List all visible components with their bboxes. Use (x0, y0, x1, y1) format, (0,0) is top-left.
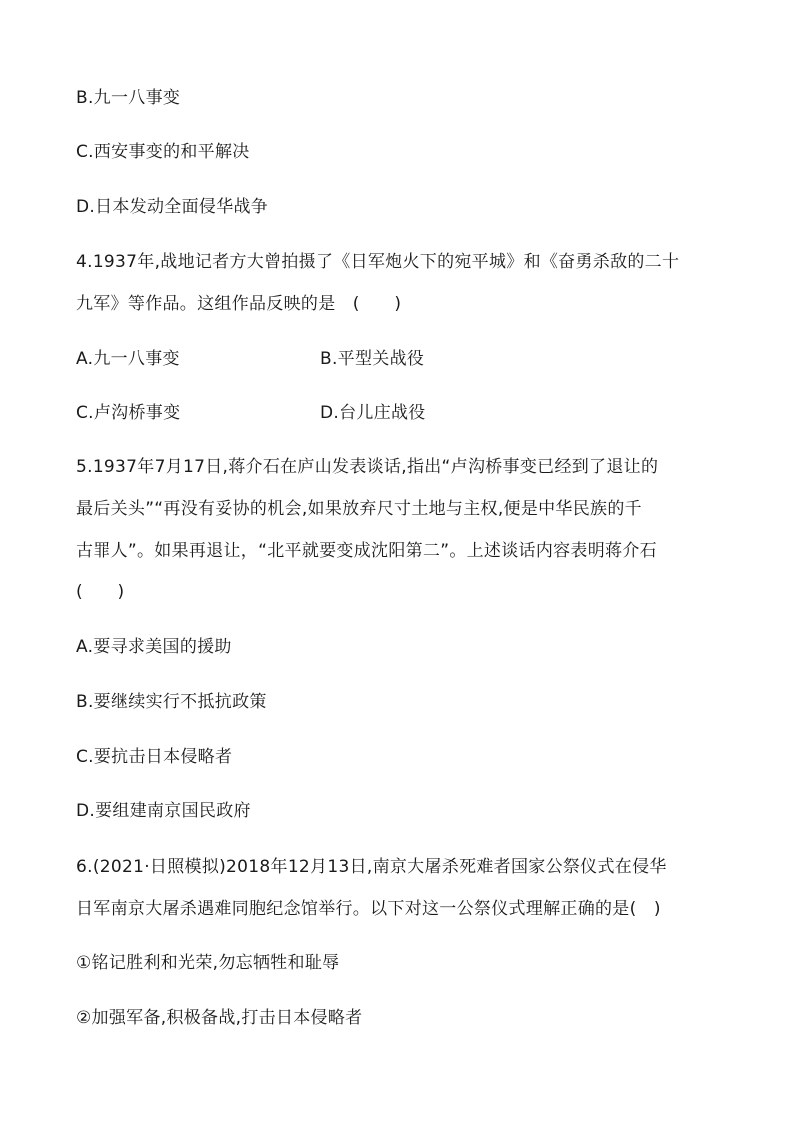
q5-option-b: B.要继续实行不抵抗政策 (76, 692, 267, 712)
q5-stem-line-1: 5.1937年7月17日,蒋介石在庐山发表谈话,指出“卢沟桥事变已经到了退让的 (76, 457, 659, 477)
q5-stem-line-3: 古罪人”。如果再退让，“北平就要变成沈阳第二”。上述谈话内容表明蒋介石 (76, 541, 657, 561)
q6-item-1: ①铭记胜利和光荣,勿忘牺牲和耻辱 (76, 953, 340, 973)
q4-option-c: C.卢沟桥事变 (76, 403, 181, 423)
q4-stem-line-2: 九军》等作品。这组作品反映的是 ( ) (76, 294, 402, 314)
q6-stem-line-1: 6.(2021·日照模拟)2018年12月13日,南京大屠杀死难者国家公祭仪式在侵华 (76, 857, 667, 877)
q4-option-a: A.九一八事变 (76, 349, 180, 369)
q5-option-d: D.要组建南京国民政府 (76, 801, 251, 821)
q6-stem-line-2: 日军南京大屠杀遇难同胞纪念馆举行。以下对这一公祭仪式理解正确的是( ) (76, 899, 661, 919)
q3-option-d: D.日本发动全面侵华战争 (76, 197, 269, 217)
q4-options-row-2 (76, 401, 726, 425)
q4-option-b: B.平型关战役 (320, 349, 425, 369)
q5-stem-line-2: 最后关头”“再没有妥协的机会,如果放弃尺寸土地与主权,便是中华民族的千 (76, 499, 642, 519)
q5-option-a: A.要寻求美国的援助 (76, 637, 232, 657)
q4-options-row-1 (76, 347, 726, 371)
q6-item-2: ②加强军备,积极备战,打击日本侵略者 (76, 1008, 363, 1028)
q4-option-d: D.台儿庄战役 (320, 403, 426, 423)
q5-option-c: C.要抗击日本侵略者 (76, 747, 233, 767)
q5-stem-line-4: ( ) (76, 582, 125, 602)
q4-stem-line-1: 4.1937年,战地记者方大曾拍摄了《日军炮火下的宛平城》和《奋勇杀敌的二十 (76, 252, 680, 272)
q3-option-b: B.九一八事变 (76, 88, 181, 108)
q3-option-c: C.西安事变的和平解决 (76, 142, 250, 162)
